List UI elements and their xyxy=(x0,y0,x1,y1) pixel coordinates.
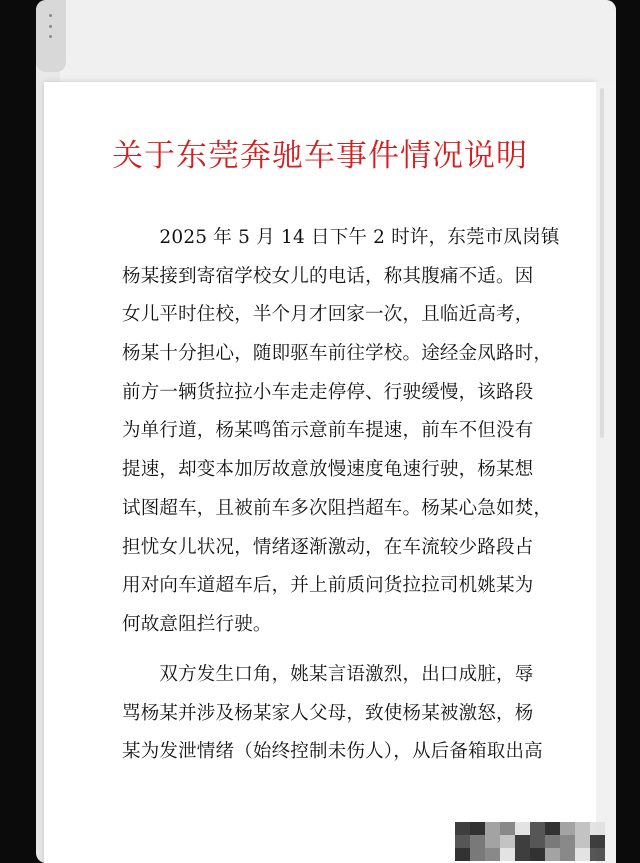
paragraph-line: 何故意阻拦行驶。 xyxy=(122,613,272,635)
watermark-pixel xyxy=(575,822,590,835)
paragraph-2 xyxy=(122,656,543,772)
watermark-pixel xyxy=(590,822,605,835)
scrollbar-track[interactable] xyxy=(596,82,616,863)
paragraph-line: 用对向车道超车后，并上前质问货拉拉司机姚某为 xyxy=(122,575,534,597)
watermark-pixel xyxy=(575,848,590,861)
watermark-pixel xyxy=(455,835,470,848)
paragraph-line: 2025 年 5 月 14 日下午 2 时许，东莞市凤岗镇 xyxy=(122,227,560,248)
paragraph-line: 试图超车，且被前车多次阻挡超车。杨某心急如焚， xyxy=(122,497,553,519)
paragraph-line: 骂杨某并涉及杨某家人父母，致使杨某被激怒，杨 xyxy=(122,702,534,724)
paragraph-line: 为单行道，杨某鸣笛示意前车提速，前车不但没有 xyxy=(122,420,534,442)
watermark-pixel xyxy=(455,822,470,835)
watermark-pixel xyxy=(560,835,575,848)
watermark-pixel xyxy=(515,835,530,848)
paragraph-line: 杨某接到寄宿学校女儿的电话，称其腹痛不适。因 xyxy=(122,265,534,287)
paragraph-line: 杨某十分担心，随即驱车前往学校。途经金凤路时， xyxy=(122,343,553,365)
watermark-pixel xyxy=(470,835,485,848)
viewer-top-margin xyxy=(60,0,616,82)
paragraph-line: 前方一辆货拉拉小车走走停停、行驶缓慢，该路段 xyxy=(122,381,534,403)
watermark-pixel xyxy=(530,835,545,848)
more-options-icon[interactable] xyxy=(47,14,53,38)
watermark-pixel xyxy=(500,848,515,861)
watermark-pixel xyxy=(590,848,605,861)
paragraph-line: 某为发泄情绪（始终控制未伤人），从后备箱取出高 xyxy=(122,741,543,763)
watermark-pixel xyxy=(515,822,530,835)
watermark-pixel xyxy=(515,848,530,861)
paragraph-line: 提速，却变本加厉故意放慢速度龟速行驶，杨某想 xyxy=(122,459,534,481)
paragraph-1 xyxy=(122,219,560,645)
paragraph-line: 担忧女儿状况，情绪逐渐激动，在车流较少路段占 xyxy=(122,536,534,558)
watermark-pixel xyxy=(560,822,575,835)
watermark-pixel xyxy=(485,848,500,861)
watermark-pixel xyxy=(500,835,515,848)
watermark-pixel xyxy=(560,848,575,861)
watermark-pixel xyxy=(455,848,470,861)
watermark-pixel xyxy=(575,835,590,848)
watermark-pixel xyxy=(530,848,545,861)
watermark-pixel xyxy=(545,835,560,848)
watermark-pixel xyxy=(470,822,485,835)
pixelated-watermark xyxy=(455,822,605,863)
watermark-pixel xyxy=(485,822,500,835)
paragraph-line: 女儿平时住校，半个月才回家一次，且临近高考， xyxy=(122,304,534,326)
document-title: 关于东莞奔驰车事件情况说明 xyxy=(112,138,528,174)
watermark-pixel xyxy=(545,822,560,835)
watermark-pixel xyxy=(470,848,485,861)
watermark-pixel xyxy=(500,822,515,835)
paragraph-line: 双方发生口角，姚某言语激烈，出口成脏，辱 xyxy=(122,664,534,685)
watermark-pixel xyxy=(590,835,605,848)
watermark-pixel xyxy=(530,822,545,835)
watermark-pixel xyxy=(545,848,560,861)
scrollbar-thumb[interactable] xyxy=(600,88,604,438)
watermark-pixel xyxy=(485,835,500,848)
